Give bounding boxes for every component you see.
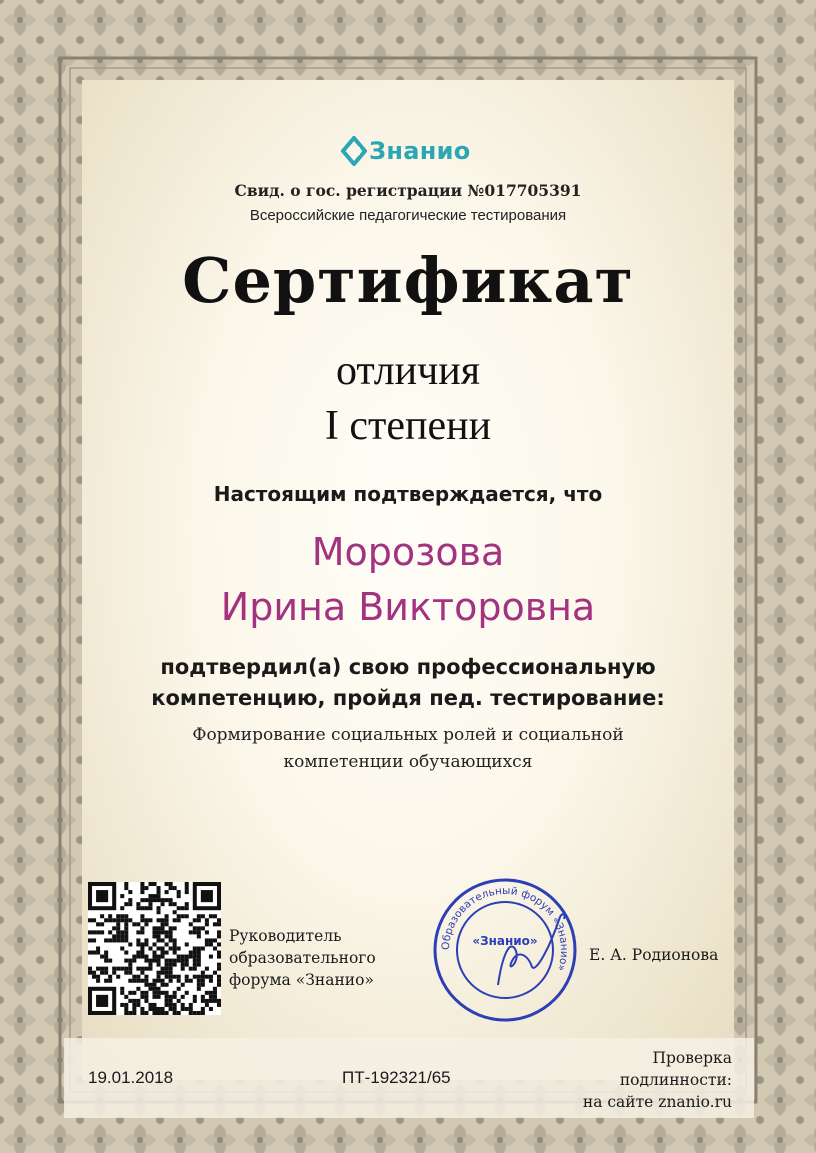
degree-line-2: I степени — [324, 403, 492, 449]
passed-line-1: подтвердил(а) свою профессиональную — [160, 655, 656, 679]
signatory-role-line-3: форума «Знанио» — [229, 971, 374, 989]
certificate-number: ПТ-192321/65 — [342, 1068, 451, 1087]
signatory-name: Е. А. Родионова — [589, 946, 719, 964]
registration-number: Свид. о гос. регистрации №017705391 — [234, 181, 582, 200]
znanio-logo-icon — [341, 136, 367, 166]
verify-link[interactable]: на сайте znanio.ru — [582, 1093, 732, 1111]
topic-line-1: Формирование социальных ролей и социальной — [192, 725, 624, 745]
signatory-role — [229, 925, 376, 991]
verify-line-1: Проверка — [652, 1049, 732, 1067]
topic-line-2: компетенции обучающихся — [283, 752, 533, 772]
degree-line-1: отличия — [335, 348, 481, 394]
stamp-center-text: «Знанио» — [472, 934, 538, 948]
verification-note — [583, 1047, 732, 1113]
qr-code-icon[interactable] — [88, 882, 221, 1015]
signatory-role-line-1: Руководитель — [229, 927, 342, 945]
logo-text: Знанио — [369, 137, 471, 165]
znanio-logo — [341, 131, 481, 171]
certificate-title: Сертификат — [182, 244, 634, 317]
stamp-outer-text: Образовательный форум «Знанио» — [439, 884, 571, 973]
recipient-given-names: Ирина Викторовна — [220, 585, 596, 629]
passed-line-2: компетенцию, пройдя пед. тестирование: — [151, 686, 665, 710]
recipient-surname: Морозова — [311, 530, 505, 574]
verify-line-2: подлинности: — [619, 1071, 732, 1089]
testing-subtitle: Всероссийские педагогические тестирования — [249, 207, 567, 224]
confirm-text: Настоящим подтверждается, что — [213, 482, 603, 506]
issue-date: 19.01.2018 — [88, 1068, 174, 1087]
signatory-role-line-2: образовательного — [229, 949, 376, 967]
official-stamp — [432, 877, 578, 1023]
